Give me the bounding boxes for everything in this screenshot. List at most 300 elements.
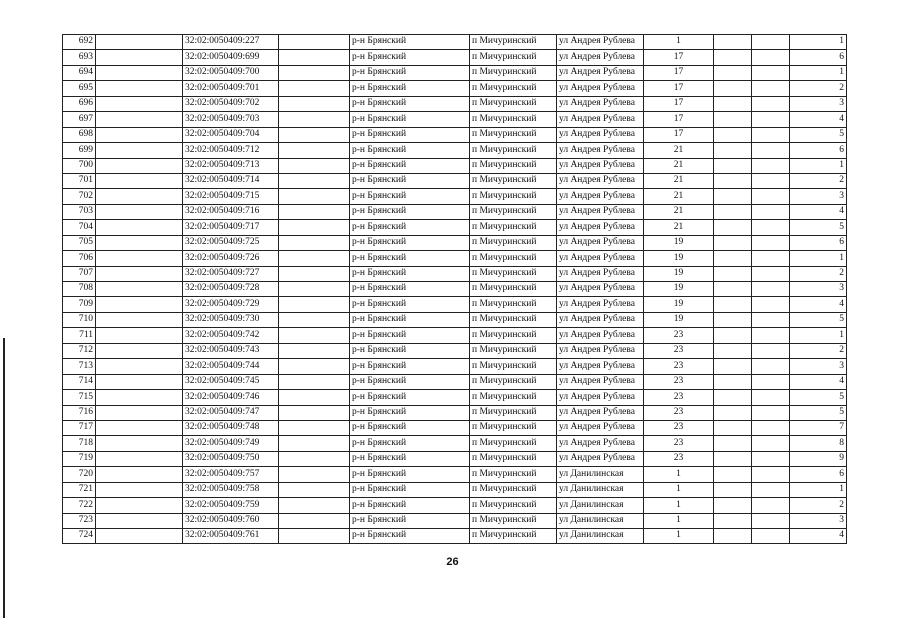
empty-cell <box>714 112 752 127</box>
house-number-cell: 23 <box>644 390 714 405</box>
scan-edge-line <box>3 338 5 618</box>
apartment-number-cell: 2 <box>790 498 847 513</box>
row-number-cell: 703 <box>63 204 96 219</box>
table-row <box>63 374 847 389</box>
district-cell: р-н Брянский <box>350 359 470 374</box>
empty-cell <box>752 451 790 466</box>
street-cell: ул Андрея Рублева <box>557 343 644 358</box>
empty-cell <box>279 282 350 297</box>
locality-cell: п Мичуринский <box>470 436 557 451</box>
empty-cell <box>752 65 790 80</box>
empty-cell <box>714 251 752 266</box>
house-number-cell: 1 <box>644 467 714 482</box>
empty-cell <box>752 220 790 235</box>
empty-cell <box>279 158 350 173</box>
district-cell: р-н Брянский <box>350 282 470 297</box>
district-cell: р-н Брянский <box>350 189 470 204</box>
empty-cell <box>96 189 183 204</box>
locality-cell: п Мичуринский <box>470 328 557 343</box>
district-cell: р-н Брянский <box>350 266 470 281</box>
table-row <box>63 96 847 111</box>
district-cell: р-н Брянский <box>350 50 470 65</box>
table-row <box>63 143 847 158</box>
row-number-cell: 721 <box>63 482 96 497</box>
apartment-number-cell: 8 <box>790 436 847 451</box>
empty-cell <box>279 35 350 50</box>
cadastral-number-cell: 32:02:0050409:743 <box>183 343 279 358</box>
empty-cell <box>279 204 350 219</box>
street-cell: ул Андрея Рублева <box>557 127 644 142</box>
house-number-cell: 19 <box>644 282 714 297</box>
empty-cell <box>752 343 790 358</box>
cadastral-number-cell: 32:02:0050409:726 <box>183 251 279 266</box>
street-cell: ул Андрея Рублева <box>557 96 644 111</box>
empty-cell <box>279 390 350 405</box>
locality-cell: п Мичуринский <box>470 420 557 435</box>
empty-cell <box>752 498 790 513</box>
empty-cell <box>96 297 183 312</box>
empty-cell <box>714 158 752 173</box>
empty-cell <box>752 328 790 343</box>
empty-cell <box>96 498 183 513</box>
apartment-number-cell: 6 <box>790 143 847 158</box>
apartment-number-cell: 6 <box>790 467 847 482</box>
street-cell: ул Андрея Рублева <box>557 143 644 158</box>
table-row <box>63 173 847 188</box>
district-cell: р-н Брянский <box>350 405 470 420</box>
street-cell: ул Андрея Рублева <box>557 251 644 266</box>
district-cell: р-н Брянский <box>350 173 470 188</box>
locality-cell: п Мичуринский <box>470 451 557 466</box>
row-number-cell: 692 <box>63 35 96 50</box>
apartment-number-cell: 9 <box>790 451 847 466</box>
table-row <box>63 420 847 435</box>
empty-cell <box>714 405 752 420</box>
house-number-cell: 21 <box>644 220 714 235</box>
house-number-cell: 19 <box>644 235 714 250</box>
empty-cell <box>96 328 183 343</box>
locality-cell: п Мичуринский <box>470 390 557 405</box>
empty-cell <box>279 81 350 96</box>
cadastral-number-cell: 32:02:0050409:757 <box>183 467 279 482</box>
empty-cell <box>714 374 752 389</box>
locality-cell: п Мичуринский <box>470 96 557 111</box>
empty-cell <box>279 359 350 374</box>
district-cell: р-н Брянский <box>350 328 470 343</box>
empty-cell <box>752 235 790 250</box>
cadastral-number-cell: 32:02:0050409:750 <box>183 451 279 466</box>
apartment-number-cell: 4 <box>790 529 847 544</box>
house-number-cell: 21 <box>644 204 714 219</box>
empty-cell <box>752 405 790 420</box>
apartment-number-cell: 5 <box>790 220 847 235</box>
house-number-cell: 23 <box>644 359 714 374</box>
cadastral-number-cell: 32:02:0050409:749 <box>183 436 279 451</box>
empty-cell <box>96 96 183 111</box>
row-number-cell: 724 <box>63 529 96 544</box>
empty-cell <box>96 127 183 142</box>
house-number-cell: 1 <box>644 498 714 513</box>
district-cell: р-н Брянский <box>350 235 470 250</box>
locality-cell: п Мичуринский <box>470 173 557 188</box>
locality-cell: п Мичуринский <box>470 513 557 528</box>
table-row <box>63 35 847 50</box>
locality-cell: п Мичуринский <box>470 35 557 50</box>
street-cell: ул Андрея Рублева <box>557 451 644 466</box>
empty-cell <box>752 50 790 65</box>
district-cell: р-н Брянский <box>350 343 470 358</box>
table-row <box>63 328 847 343</box>
street-cell: ул Андрея Рублева <box>557 204 644 219</box>
cadastral-number-cell: 32:02:0050409:729 <box>183 297 279 312</box>
locality-cell: п Мичуринский <box>470 50 557 65</box>
apartment-number-cell: 5 <box>790 127 847 142</box>
house-number-cell: 17 <box>644 127 714 142</box>
row-number-cell: 716 <box>63 405 96 420</box>
table-row <box>63 251 847 266</box>
house-number-cell: 17 <box>644 96 714 111</box>
house-number-cell: 17 <box>644 50 714 65</box>
table-row <box>63 529 847 544</box>
empty-cell <box>96 204 183 219</box>
locality-cell: п Мичуринский <box>470 266 557 281</box>
house-number-cell: 19 <box>644 266 714 281</box>
empty-cell <box>752 374 790 389</box>
street-cell: ул Андрея Рублева <box>557 112 644 127</box>
row-number-cell: 693 <box>63 50 96 65</box>
empty-cell <box>714 282 752 297</box>
street-cell: ул Данилинская <box>557 482 644 497</box>
empty-cell <box>279 251 350 266</box>
empty-cell <box>96 420 183 435</box>
house-number-cell: 1 <box>644 513 714 528</box>
empty-cell <box>96 112 183 127</box>
district-cell: р-н Брянский <box>350 312 470 327</box>
locality-cell: п Мичуринский <box>470 282 557 297</box>
house-number-cell: 23 <box>644 328 714 343</box>
street-cell: ул Андрея Рублева <box>557 328 644 343</box>
apartment-number-cell: 1 <box>790 328 847 343</box>
street-cell: ул Андрея Рублева <box>557 266 644 281</box>
table-row <box>63 513 847 528</box>
empty-cell <box>279 467 350 482</box>
locality-cell: п Мичуринский <box>470 204 557 219</box>
table-row <box>63 436 847 451</box>
cadastral-number-cell: 32:02:0050409:714 <box>183 173 279 188</box>
empty-cell <box>714 359 752 374</box>
apartment-number-cell: 3 <box>790 282 847 297</box>
table-row <box>63 390 847 405</box>
empty-cell <box>714 96 752 111</box>
table-row <box>63 65 847 80</box>
row-number-cell: 694 <box>63 65 96 80</box>
empty-cell <box>752 251 790 266</box>
empty-cell <box>714 343 752 358</box>
empty-cell <box>96 282 183 297</box>
row-number-cell: 719 <box>63 451 96 466</box>
empty-cell <box>279 220 350 235</box>
empty-cell <box>96 251 183 266</box>
street-cell: ул Андрея Рублева <box>557 189 644 204</box>
street-cell: ул Данилинская <box>557 529 644 544</box>
district-cell: р-н Брянский <box>350 467 470 482</box>
empty-cell <box>279 451 350 466</box>
district-cell: р-н Брянский <box>350 204 470 219</box>
row-number-cell: 709 <box>63 297 96 312</box>
apartment-number-cell: 1 <box>790 158 847 173</box>
cadastral-number-cell: 32:02:0050409:704 <box>183 127 279 142</box>
empty-cell <box>752 436 790 451</box>
empty-cell <box>752 482 790 497</box>
row-number-cell: 695 <box>63 81 96 96</box>
empty-cell <box>279 312 350 327</box>
register-table-body <box>63 35 847 544</box>
empty-cell <box>96 482 183 497</box>
locality-cell: п Мичуринский <box>470 65 557 80</box>
locality-cell: п Мичуринский <box>470 374 557 389</box>
house-number-cell: 17 <box>644 65 714 80</box>
empty-cell <box>279 405 350 420</box>
house-number-cell: 17 <box>644 81 714 96</box>
street-cell: ул Андрея Рублева <box>557 390 644 405</box>
house-number-cell: 1 <box>644 35 714 50</box>
empty-cell <box>279 328 350 343</box>
empty-cell <box>96 359 183 374</box>
empty-cell <box>714 143 752 158</box>
apartment-number-cell: 4 <box>790 112 847 127</box>
house-number-cell: 23 <box>644 374 714 389</box>
cadastral-number-cell: 32:02:0050409:699 <box>183 50 279 65</box>
empty-cell <box>96 35 183 50</box>
cadastral-number-cell: 32:02:0050409:728 <box>183 282 279 297</box>
cadastral-number-cell: 32:02:0050409:758 <box>183 482 279 497</box>
table-row <box>63 235 847 250</box>
page-number: 26 <box>446 556 459 568</box>
empty-cell <box>96 81 183 96</box>
row-number-cell: 720 <box>63 467 96 482</box>
cadastral-number-cell: 32:02:0050409:744 <box>183 359 279 374</box>
locality-cell: п Мичуринский <box>470 143 557 158</box>
street-cell: ул Андрея Рублева <box>557 297 644 312</box>
row-number-cell: 712 <box>63 343 96 358</box>
empty-cell <box>279 112 350 127</box>
empty-cell <box>714 467 752 482</box>
row-number-cell: 706 <box>63 251 96 266</box>
empty-cell <box>714 390 752 405</box>
street-cell: ул Андрея Рублева <box>557 35 644 50</box>
empty-cell <box>96 436 183 451</box>
empty-cell <box>752 390 790 405</box>
empty-cell <box>714 529 752 544</box>
locality-cell: п Мичуринский <box>470 220 557 235</box>
table-row <box>63 467 847 482</box>
locality-cell: п Мичуринский <box>470 482 557 497</box>
apartment-number-cell: 6 <box>790 50 847 65</box>
street-cell: ул Андрея Рублева <box>557 374 644 389</box>
house-number-cell: 19 <box>644 312 714 327</box>
row-number-cell: 718 <box>63 436 96 451</box>
street-cell: ул Андрея Рублева <box>557 50 644 65</box>
house-number-cell: 19 <box>644 297 714 312</box>
house-number-cell: 23 <box>644 420 714 435</box>
empty-cell <box>714 189 752 204</box>
empty-cell <box>714 127 752 142</box>
table-row <box>63 312 847 327</box>
house-number-cell: 1 <box>644 529 714 544</box>
empty-cell <box>279 189 350 204</box>
street-cell: ул Данилинская <box>557 498 644 513</box>
locality-cell: п Мичуринский <box>470 312 557 327</box>
street-cell: ул Андрея Рублева <box>557 282 644 297</box>
district-cell: р-н Брянский <box>350 374 470 389</box>
empty-cell <box>279 50 350 65</box>
row-number-cell: 708 <box>63 282 96 297</box>
table-row <box>63 282 847 297</box>
row-number-cell: 710 <box>63 312 96 327</box>
empty-cell <box>96 158 183 173</box>
table-row <box>63 50 847 65</box>
empty-cell <box>96 390 183 405</box>
table-row <box>63 297 847 312</box>
apartment-number-cell: 5 <box>790 312 847 327</box>
row-number-cell: 705 <box>63 235 96 250</box>
cadastral-number-cell: 32:02:0050409:745 <box>183 374 279 389</box>
empty-cell <box>96 529 183 544</box>
empty-cell <box>96 451 183 466</box>
district-cell: р-н Брянский <box>350 96 470 111</box>
locality-cell: п Мичуринский <box>470 251 557 266</box>
street-cell: ул Андрея Рублева <box>557 173 644 188</box>
district-cell: р-н Брянский <box>350 482 470 497</box>
table-row <box>63 451 847 466</box>
locality-cell: п Мичуринский <box>470 297 557 312</box>
empty-cell <box>714 204 752 219</box>
locality-cell: п Мичуринский <box>470 343 557 358</box>
apartment-number-cell: 3 <box>790 96 847 111</box>
cadastral-number-cell: 32:02:0050409:703 <box>183 112 279 127</box>
street-cell: ул Андрея Рублева <box>557 420 644 435</box>
empty-cell <box>714 482 752 497</box>
house-number-cell: 23 <box>644 343 714 358</box>
apartment-number-cell: 6 <box>790 235 847 250</box>
empty-cell <box>752 467 790 482</box>
street-cell: ул Андрея Рублева <box>557 235 644 250</box>
house-number-cell: 19 <box>644 251 714 266</box>
empty-cell <box>714 35 752 50</box>
cadastral-number-cell: 32:02:0050409:227 <box>183 35 279 50</box>
apartment-number-cell: 1 <box>790 35 847 50</box>
empty-cell <box>714 50 752 65</box>
empty-cell <box>714 312 752 327</box>
empty-cell <box>96 65 183 80</box>
locality-cell: п Мичуринский <box>470 81 557 96</box>
apartment-number-cell: 2 <box>790 266 847 281</box>
empty-cell <box>752 266 790 281</box>
empty-cell <box>714 513 752 528</box>
table-row <box>63 405 847 420</box>
empty-cell <box>96 220 183 235</box>
street-cell: ул Андрея Рублева <box>557 65 644 80</box>
empty-cell <box>279 343 350 358</box>
house-number-cell: 23 <box>644 451 714 466</box>
district-cell: р-н Брянский <box>350 420 470 435</box>
locality-cell: п Мичуринский <box>470 529 557 544</box>
empty-cell <box>714 173 752 188</box>
empty-cell <box>714 65 752 80</box>
empty-cell <box>96 173 183 188</box>
empty-cell <box>714 297 752 312</box>
empty-cell <box>752 420 790 435</box>
empty-cell <box>279 96 350 111</box>
empty-cell <box>714 81 752 96</box>
cadastral-number-cell: 32:02:0050409:701 <box>183 81 279 96</box>
district-cell: р-н Брянский <box>350 498 470 513</box>
district-cell: р-н Брянский <box>350 390 470 405</box>
apartment-number-cell: 5 <box>790 405 847 420</box>
empty-cell <box>752 189 790 204</box>
table-row <box>63 158 847 173</box>
empty-cell <box>279 498 350 513</box>
empty-cell <box>279 143 350 158</box>
table-row <box>63 127 847 142</box>
apartment-number-cell: 2 <box>790 81 847 96</box>
empty-cell <box>96 312 183 327</box>
locality-cell: п Мичуринский <box>470 467 557 482</box>
empty-cell <box>279 235 350 250</box>
district-cell: р-н Брянский <box>350 81 470 96</box>
house-number-cell: 23 <box>644 436 714 451</box>
house-number-cell: 21 <box>644 173 714 188</box>
apartment-number-cell: 2 <box>790 173 847 188</box>
table-row <box>63 220 847 235</box>
cadastral-number-cell: 32:02:0050409:715 <box>183 189 279 204</box>
empty-cell <box>752 204 790 219</box>
locality-cell: п Мичуринский <box>470 158 557 173</box>
empty-cell <box>279 173 350 188</box>
apartment-number-cell: 5 <box>790 390 847 405</box>
empty-cell <box>96 513 183 528</box>
apartment-number-cell: 2 <box>790 343 847 358</box>
empty-cell <box>279 266 350 281</box>
empty-cell <box>96 374 183 389</box>
empty-cell <box>279 436 350 451</box>
apartment-number-cell: 4 <box>790 374 847 389</box>
empty-cell <box>96 467 183 482</box>
empty-cell <box>279 127 350 142</box>
row-number-cell: 701 <box>63 173 96 188</box>
house-number-cell: 21 <box>644 158 714 173</box>
locality-cell: п Мичуринский <box>470 498 557 513</box>
locality-cell: п Мичуринский <box>470 359 557 374</box>
district-cell: р-н Брянский <box>350 297 470 312</box>
row-number-cell: 707 <box>63 266 96 281</box>
empty-cell <box>752 312 790 327</box>
empty-cell <box>714 436 752 451</box>
street-cell: ул Андрея Рублева <box>557 220 644 235</box>
table-row <box>63 498 847 513</box>
row-number-cell: 697 <box>63 112 96 127</box>
empty-cell <box>279 482 350 497</box>
empty-cell <box>96 405 183 420</box>
row-number-cell: 700 <box>63 158 96 173</box>
empty-cell <box>96 343 183 358</box>
locality-cell: п Мичуринский <box>470 127 557 142</box>
row-number-cell: 698 <box>63 127 96 142</box>
apartment-number-cell: 1 <box>790 65 847 80</box>
table-row <box>63 204 847 219</box>
house-number-cell: 23 <box>644 405 714 420</box>
district-cell: р-н Брянский <box>350 220 470 235</box>
